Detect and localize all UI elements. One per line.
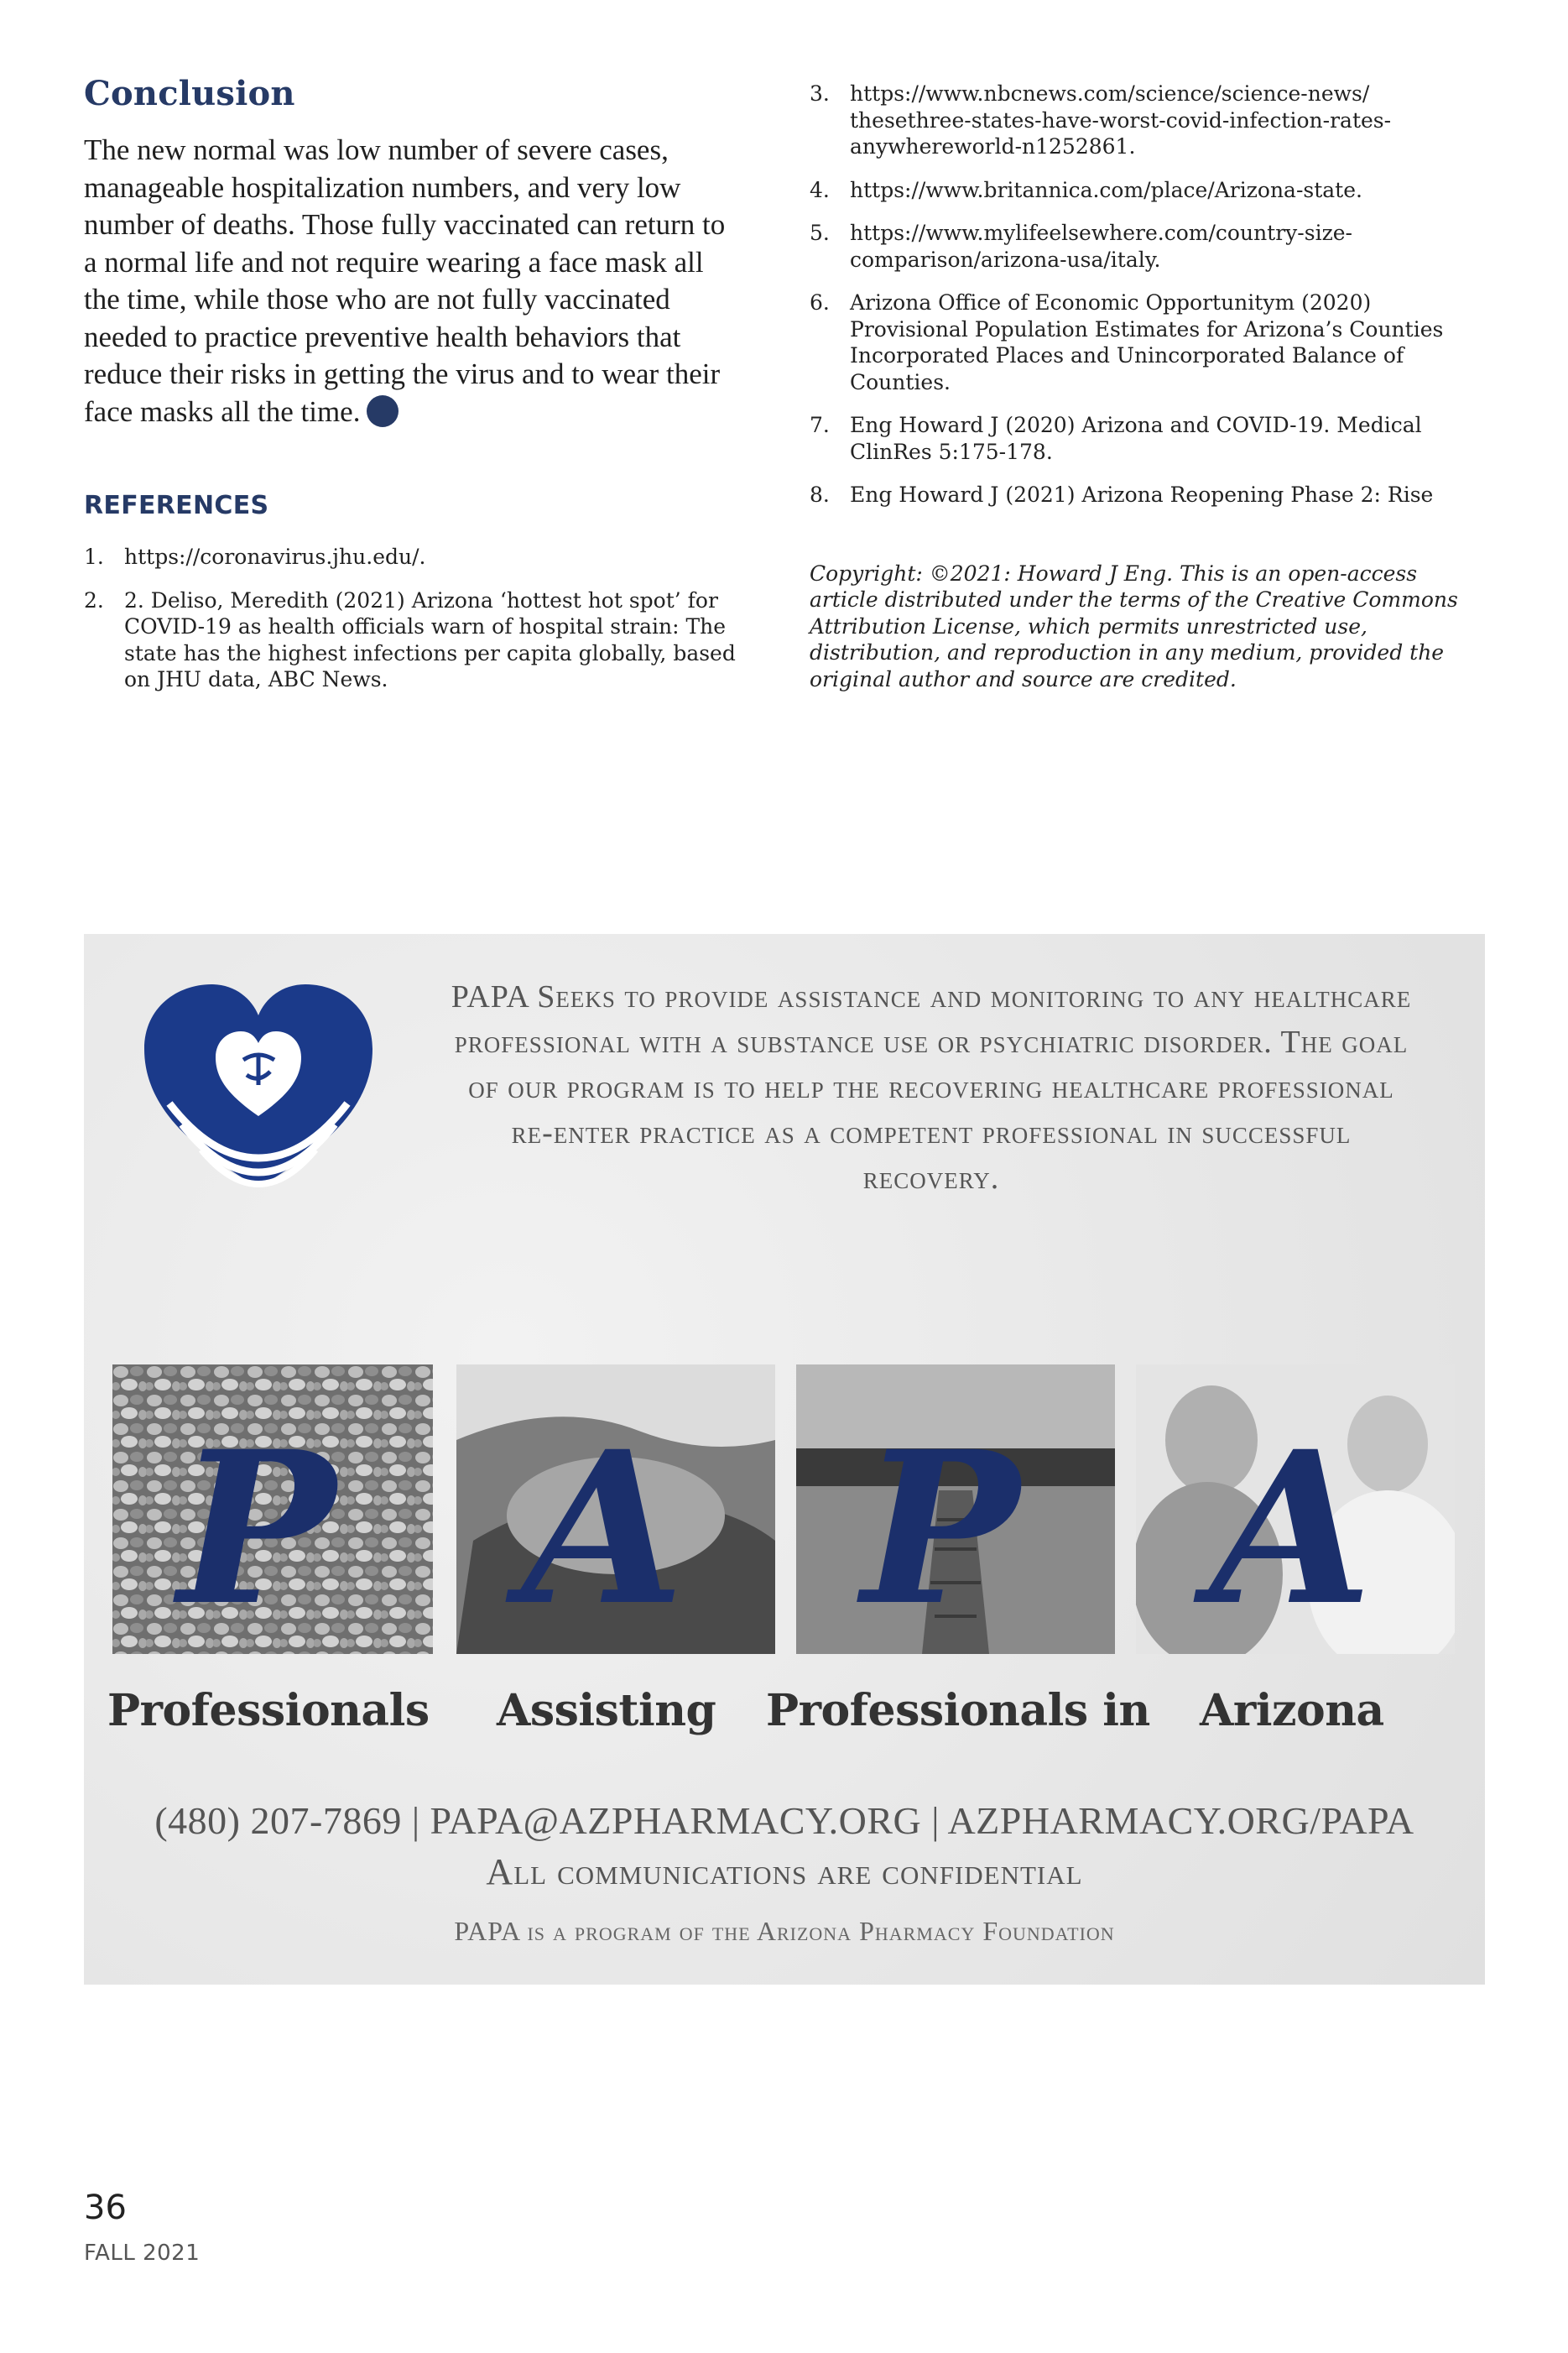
reference-text: https://www.nbcnews.com/science/science-news/ thesethree-states-have-worst-covid-infection-rates- anywhereworld-n1252861.: [850, 81, 1392, 159]
reference-item: [810, 177, 1489, 204]
right-column: [810, 81, 1489, 713]
papa-mission-statement: PAPA Seeks to provide assistance and monitoring to any healthcare professional with a substance use or psychiatric disorder. The goal of our program is to help the recovering healthcare professional re-enter practice as a competent professional in successful recovery.: [451, 979, 1412, 1196]
reference-item: [810, 290, 1489, 395]
reference-item: [84, 587, 738, 693]
papa-heart-hands-logo: [136, 978, 381, 1200]
reference-text: Arizona Office of Economic Opportunitym (2020) Provisional Population Estimates for Arizona’s Counties Incorporated Places and Unincorporated Balance of Counties.: [850, 290, 1444, 394]
reference-text: https://www.britannica.com/place/Arizona-state.: [850, 177, 1362, 202]
tile-letter-a: A: [522, 1405, 685, 1651]
copyright-notice: Copyright: ©2021: Howard J Eng. This is an open-access article distributed under the terms of the Creative Commons Attribution License, which permits unrestricted use, distribution, and reproduction in any medium, provided the original author and source are credited.: [810, 561, 1458, 691]
tile-letter-a-2: A: [1210, 1405, 1373, 1651]
reference-number: 2.: [84, 587, 104, 613]
reference-item: [810, 220, 1489, 273]
reference-item: [810, 412, 1489, 465]
papa-program-note: PAPA is a program of the Arizona Pharmacy Foundation: [454, 1916, 1115, 1946]
conclusion-body: [84, 132, 738, 430]
papa-word-arizona: Arizona: [1200, 1685, 1384, 1736]
reference-number: 6.: [810, 290, 830, 315]
references-list-right: [810, 81, 1489, 509]
reference-text: 2. Deliso, Meredith (2021) Arizona ‘hottest hot spot’ for COVID-19 as health officials warn of hospital strain: The state has the highest infections per capita globally, based on JHU data, ABC News.: [124, 587, 736, 691]
end-of-article-dot: [367, 395, 399, 427]
papa-contact-line: (480) 207-7869 | PAPA@AZPHARMACY.ORG | AZPHARMACY.ORG/PAPA: [154, 1799, 1414, 1842]
papa-photo-tiles: [112, 1364, 1455, 1660]
tile-letter-p: P: [178, 1405, 336, 1651]
page-number: 36: [84, 2189, 127, 2227]
reference-text: Eng Howard J (2020) Arizona and COVID-19. Medical ClinRes 5:175-178.: [850, 413, 1422, 464]
papa-word-professionals: Professionals: [107, 1685, 430, 1736]
reference-number: 7.: [810, 413, 830, 437]
issue-label: FALL 2021: [84, 2241, 201, 2266]
papa-advertisement: [84, 934, 1485, 1985]
lake-dock-photo-tile: [796, 1364, 1115, 1654]
reference-number: 5.: [810, 221, 830, 245]
tile-letter-p-2: P: [862, 1405, 1019, 1651]
pebbles-photo-tile: [112, 1364, 433, 1654]
reference-text: https://coronavirus.jhu.edu/.: [124, 545, 426, 569]
reference-text: Eng Howard J (2021) Arizona Reopening Phase 2: Rise: [850, 483, 1434, 507]
reference-number: 8.: [810, 483, 830, 507]
reference-text: https://www.mylifeelsewhere.com/country-size- comparison/arizona-usa/italy.: [850, 221, 1352, 272]
papa-word-professionals-in: Professionals in: [766, 1685, 1150, 1736]
reference-item: [84, 544, 738, 571]
papa-word-assisting: Assisting: [497, 1685, 716, 1736]
conclusion-heading: Conclusion: [84, 74, 295, 113]
doctor-patient-photo-tile: [1136, 1364, 1455, 1654]
reference-number: 1.: [84, 545, 104, 569]
holding-hands-photo-tile: [456, 1364, 775, 1654]
reference-number: 4.: [810, 177, 830, 202]
reference-item: [810, 482, 1489, 509]
conclusion-text: The new normal was low number of severe cases, manageable hospitalization numbers, and very low number of deaths. Those fully vaccinated can return to a normal life and not require wearing a face mask all the time, while those who are not fully vaccinated needed to practice preventive health behaviors that reduce their risks in getting the virus and to wear their face masks all the time.: [84, 133, 726, 428]
references-list-left: [84, 544, 738, 693]
papa-confidential-note: All communications are confidential: [486, 1851, 1083, 1892]
references-heading: REFERENCES: [84, 491, 269, 520]
left-column: [84, 74, 738, 710]
reference-number: 3.: [810, 81, 830, 106]
reference-item: [810, 81, 1489, 160]
